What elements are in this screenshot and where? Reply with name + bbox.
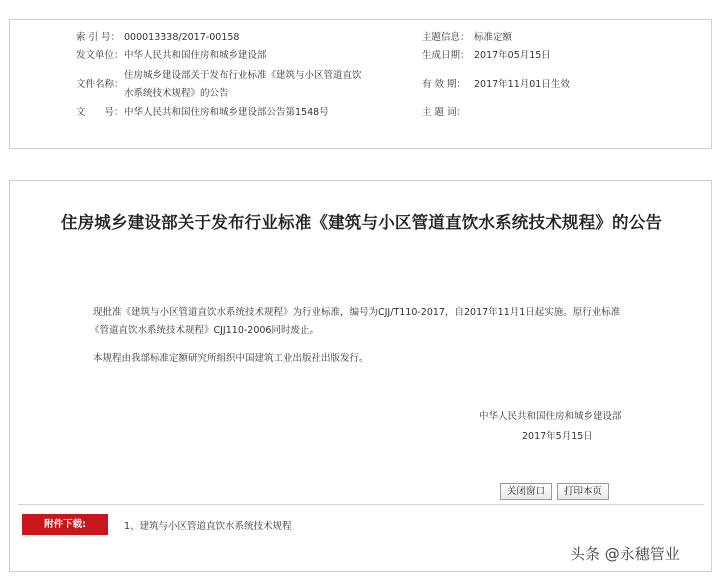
meta-topic-row [422,31,512,45]
document-title: 住房城乡建设部关于发布行业标准《建筑与小区管道直饮水系统技术规程》的公告 [60,213,663,232]
attachment-download-label: 附件下载: [22,514,108,535]
document-paragraph-1-line-2: 《管道直饮水系统技术规程》CJJ110-2006同时废止。 [90,325,319,336]
meta-topic-value: 标准定额 [474,32,513,43]
document-signer: 中华人民共和国住房和城乡建设部 [479,411,622,422]
meta-effective-row [422,78,570,92]
divider [18,504,704,505]
meta-index-row [76,31,239,45]
document-date: 2017年5月15日 [522,431,593,442]
meta-docno-label: 文 号： [76,107,124,118]
attachment-link[interactable]: 1、建筑与小区管道直饮水系统技术规程 [124,521,292,532]
watermark: 头条 @永穗管业 [570,545,680,563]
meta-filename-line1: 住房城乡建设部关于发布行业标准《建筑与小区管道直饮 [124,70,362,81]
meta-filename-line2: 水系统技术规程》的公告 [124,88,229,99]
meta-docno-value: 中华人民共和国住房和城乡建设部公告第1548号 [124,107,329,118]
meta-issuer-value: 中华人民共和国住房和城乡建设部 [124,50,267,61]
meta-subject-row [422,106,474,120]
meta-effective-label: 有 效 期： [422,79,467,90]
meta-effective-value: 2017年11月01日生效 [474,79,570,90]
close-window-button[interactable]: 关闭窗口 [500,483,552,500]
meta-created-row [422,49,551,63]
document-paragraph-2: 本规程由我部标准定额研究所组织中国建筑工业出版社出版发行。 [93,353,369,364]
document-metadata-panel [9,19,712,149]
meta-index-value: 000013338/2017-00158 [124,32,240,43]
document-content-panel [9,180,712,572]
meta-subject-label: 主 题 词： [422,107,467,118]
meta-index-label: 索 引 号： [76,32,121,43]
meta-created-label: 生成日期： [422,50,470,61]
meta-created-value: 2017年05月15日 [474,50,551,61]
meta-topic-label: 主题信息： [422,32,470,43]
meta-filename-label: 文件名称： [76,79,124,90]
print-page-button[interactable]: 打印本页 [557,483,609,500]
meta-issuer-label: 发文单位： [76,50,124,61]
meta-issuer-row [76,49,267,63]
meta-docno-row [76,106,329,120]
document-paragraph-1-line-1: 现批准《建筑与小区管道直饮水系统技术规程》为行业标准，编号为CJJ/T110-2017，自2017年11月1日起实施。原行业标准 [93,307,621,318]
